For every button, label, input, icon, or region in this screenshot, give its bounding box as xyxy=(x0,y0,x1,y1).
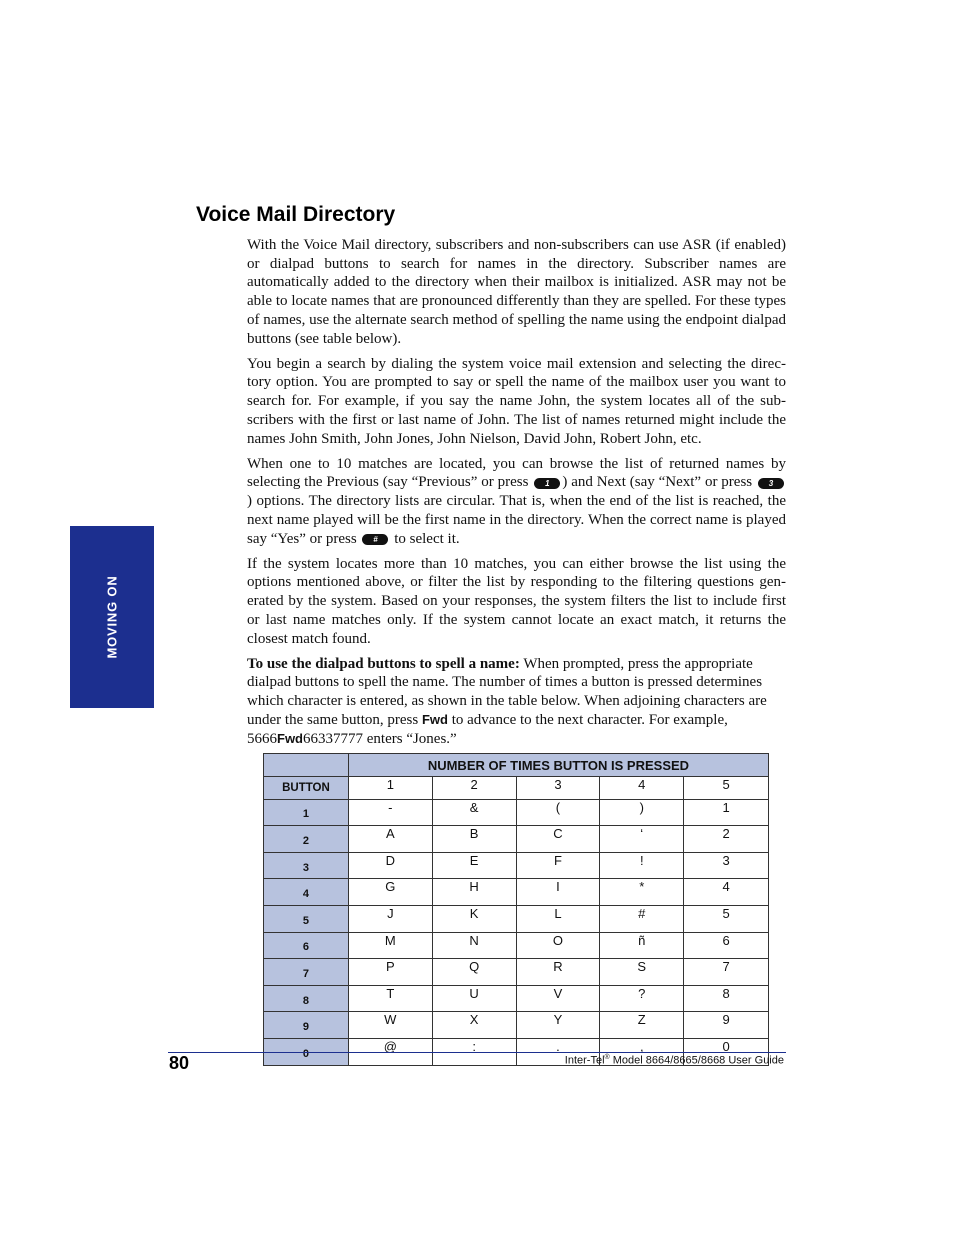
character-cell: ) xyxy=(600,799,684,826)
character-cell: # xyxy=(600,905,684,932)
paragraph-5-part-a: When prompted, press the appropriate dialpad buttons to spell the name. The number of times a button is pressed determines which character is entered, as shown in the table below. When adjoining characters are under the same button, press xyxy=(247,655,767,728)
table-row xyxy=(264,879,769,906)
paragraph-5-part-b: to advance to the next character. For example, 5666 xyxy=(247,711,728,747)
section-title: Voice Mail Directory xyxy=(196,203,396,226)
dialpad-character-table xyxy=(263,753,769,1066)
table-row xyxy=(264,932,769,959)
fwd-key-label: Fwd xyxy=(277,730,303,746)
footer-guide-title xyxy=(565,1054,784,1067)
table-count-row xyxy=(264,777,769,800)
table-header-row xyxy=(264,754,769,777)
character-cell: 8 xyxy=(684,985,769,1012)
character-cell: 4 xyxy=(684,879,769,906)
character-cell: , xyxy=(600,1038,684,1065)
character-cell: 7 xyxy=(684,959,769,986)
character-cell: ñ xyxy=(600,932,684,959)
side-tab xyxy=(70,526,154,708)
dialpad-button-cell: 9 xyxy=(264,1012,349,1039)
character-cell: W xyxy=(348,1012,432,1039)
character-cell: K xyxy=(432,905,516,932)
character-cell: @ xyxy=(348,1038,432,1065)
character-cell: Z xyxy=(600,1012,684,1039)
character-cell: D xyxy=(348,852,432,879)
character-cell: . xyxy=(516,1038,600,1065)
character-cell: ! xyxy=(600,852,684,879)
dialpad-3-key-icon: 3 xyxy=(758,478,784,489)
character-cell: M xyxy=(348,932,432,959)
character-cell: U xyxy=(432,985,516,1012)
paragraph-5-part-c: 66337777 enters “Jones.” xyxy=(303,730,457,747)
press-count: 3 xyxy=(516,777,600,800)
table-corner-cell xyxy=(264,754,349,777)
dialpad-button-cell: 4 xyxy=(264,879,349,906)
press-count: 5 xyxy=(684,777,769,800)
button-column-header: BUTTON xyxy=(264,777,349,800)
page-number: 80 xyxy=(169,1053,190,1073)
fwd-key-label: Fwd xyxy=(421,711,448,727)
dialpad-button-cell: 3 xyxy=(264,852,349,879)
paragraph-3-part-c: ) options. The directory lists are circular. That is, when the end of the list is reached, the next name played will be the first name in the directory. When the correct name is played say “Yes” or press xyxy=(247,493,786,547)
pound-key-icon: # xyxy=(362,534,388,545)
character-cell: A xyxy=(348,826,432,853)
character-cell: P xyxy=(348,959,432,986)
character-cell: V xyxy=(516,985,600,1012)
character-cell: 2 xyxy=(684,826,769,853)
table-row xyxy=(264,985,769,1012)
character-cell: ‘ xyxy=(600,826,684,853)
footer-rule xyxy=(168,1052,786,1053)
character-cell: ? xyxy=(600,985,684,1012)
paragraph-5 xyxy=(247,655,786,749)
character-cell: - xyxy=(348,799,432,826)
character-cell: O xyxy=(516,932,600,959)
character-cell: 0 xyxy=(684,1038,769,1065)
dialpad-button-cell: 8 xyxy=(264,985,349,1012)
character-cell: X xyxy=(432,1012,516,1039)
registered-mark: ® xyxy=(604,1054,610,1061)
character-cell: T xyxy=(348,985,432,1012)
dialpad-button-cell: 1 xyxy=(264,799,349,826)
press-count: 2 xyxy=(432,777,516,800)
character-cell: 6 xyxy=(684,932,769,959)
paragraph-1: With the Voice Mail directory, subscribers and non-subscribers can use ASR (if enabled) or dialpad buttons to search for names in the directory. Subscriber names are automatically added to the directory when their mailbox is initialized. ASR may not be able to locate names that are pronounced differently than they are spelled. For these types of names, use the alternate search method of spelling the name using the endpoint dialpad buttons (see table below). xyxy=(247,237,786,347)
character-cell: N xyxy=(432,932,516,959)
table-row xyxy=(264,852,769,879)
body-text xyxy=(247,236,786,755)
dialpad-button-cell: 2 xyxy=(264,826,349,853)
footer-brand: Inter-Tel xyxy=(564,1054,605,1067)
character-cell: S xyxy=(600,959,684,986)
character-cell: * xyxy=(600,879,684,906)
character-cell: Q xyxy=(432,959,516,986)
dialpad-button-cell: 5 xyxy=(264,905,349,932)
character-cell: G xyxy=(348,879,432,906)
footer-guide-name: Model 8664/8665/8668 User Guide xyxy=(609,1054,784,1067)
table-row xyxy=(264,905,769,932)
character-cell: C xyxy=(516,826,600,853)
paragraph-5-lead: To use the dialpad buttons to spell a name: xyxy=(247,655,520,672)
press-count: 1 xyxy=(348,777,432,800)
character-cell: 3 xyxy=(684,852,769,879)
character-cell: : xyxy=(432,1038,516,1065)
character-cell: R xyxy=(516,959,600,986)
character-cell: H xyxy=(432,879,516,906)
table-row xyxy=(264,1012,769,1039)
character-cell: E xyxy=(432,852,516,879)
dialpad-button-cell: 7 xyxy=(264,959,349,986)
table-row xyxy=(264,826,769,853)
table-row xyxy=(264,799,769,826)
dialpad-button-cell: 6 xyxy=(264,932,349,959)
side-tab-label: MOVING ON xyxy=(104,575,120,659)
character-cell: J xyxy=(348,905,432,932)
character-cell: 9 xyxy=(684,1012,769,1039)
character-cell: ( xyxy=(516,799,600,826)
character-cell: F xyxy=(516,852,600,879)
paragraph-3-part-b: ) and Next (say “Next” or press xyxy=(562,474,753,491)
character-cell: Y xyxy=(516,1012,600,1039)
dialpad-1-key-icon: 1 xyxy=(534,478,560,489)
paragraph-3-part-a: When one to 10 matches are located, you can browse the list of returned names by selecting the Previous (say “Previous” or press xyxy=(247,455,786,491)
character-cell: 1 xyxy=(684,799,769,826)
paragraph-3 xyxy=(247,455,786,549)
paragraph-4: If the system locates more than 10 matches, you can either browse the list using the options mentioned above, or filter the list by responding to the filtering questions gen-erated by the system. Based on your responses, the system filters the list to include first or last name matches only. If the system cannot locate an exact match, it returns the closest match found. xyxy=(247,555,786,647)
paragraph-3-part-d: to select it. xyxy=(394,530,460,547)
table-row xyxy=(264,959,769,986)
character-cell: I xyxy=(516,879,600,906)
character-cell: & xyxy=(432,799,516,826)
character-cell: L xyxy=(516,905,600,932)
table-title: NUMBER OF TIMES BUTTON IS PRESSED xyxy=(348,754,768,777)
press-count: 4 xyxy=(600,777,684,800)
character-cell: 5 xyxy=(684,905,769,932)
paragraph-2: You begin a search by dialing the system voice mail extension and selecting the direc-tory option. You are prompted to say or spell the name of the mailbox user you want to search for. For example, if you say the name John, the system locates all of the sub-scribers with the first or last name of John. The list of names returned might include the names John Smith, John Jones, John Nielson, David John, Robert John, etc. xyxy=(247,355,786,447)
character-cell: B xyxy=(432,826,516,853)
dialpad-button-cell: 0 xyxy=(264,1038,349,1065)
